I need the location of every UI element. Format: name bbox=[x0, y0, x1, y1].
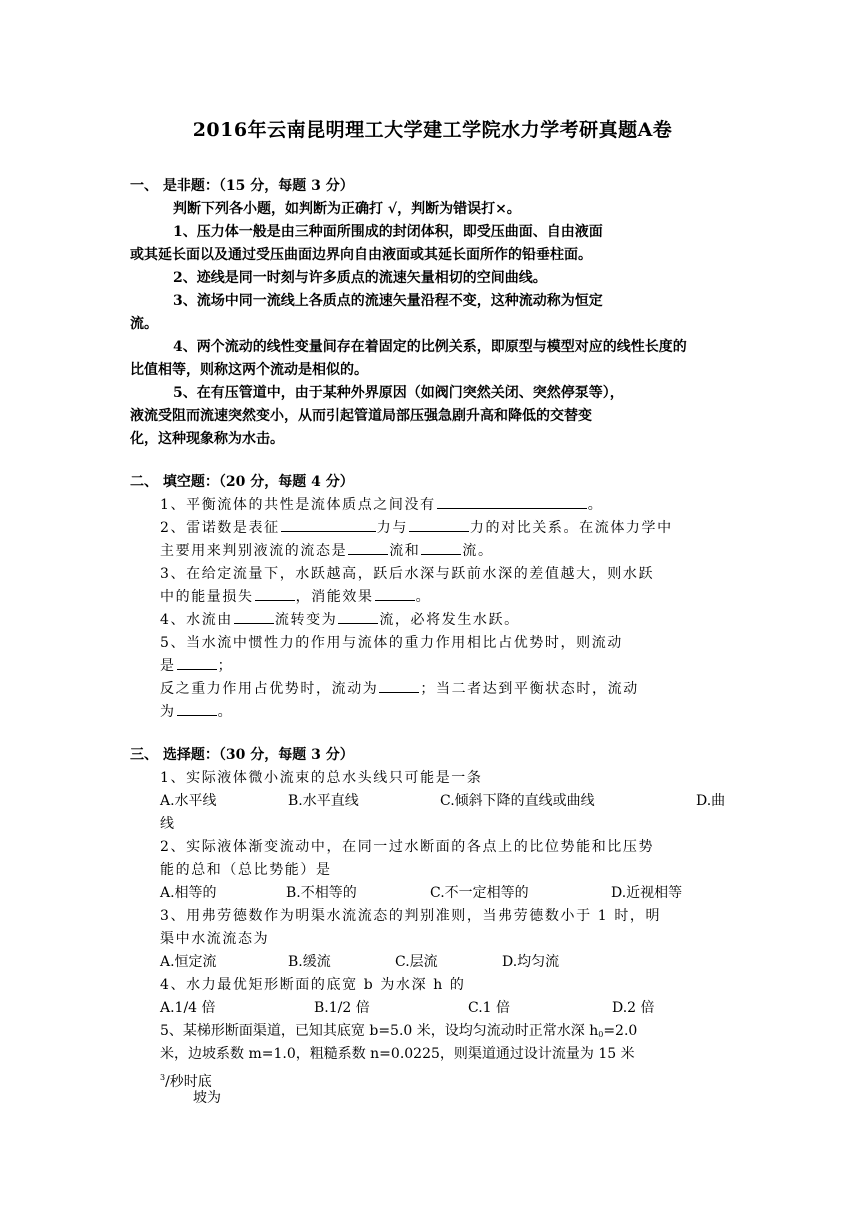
section3-q1-option-c: C.倾斜下降的直线或曲线 bbox=[440, 793, 595, 809]
section3-q2-line2: 能的总和（总比势能）是 bbox=[160, 862, 332, 878]
section2-q2-line1 bbox=[160, 517, 673, 540]
q2-text-b3: 流。 bbox=[462, 543, 494, 559]
section1-q3-line1: 3、流场中同一流线上各质点的流速矢量沿程不变，这种流动称为恒定 bbox=[173, 293, 603, 309]
answer-blank bbox=[379, 678, 419, 693]
q5-text-d1: 为 bbox=[160, 704, 176, 720]
q5-text-a2: =2.0 bbox=[603, 1023, 638, 1039]
q5-text-a1: 5、某梯形断面渠道，已知其底宽 b=5.0 米，设均匀流动时正常水深 h bbox=[160, 1023, 599, 1039]
q4-text-2: 流转变为 bbox=[274, 612, 338, 628]
answer-blank bbox=[409, 517, 469, 532]
section1-instruction: 判断下列各小题，如判断为正确打 √，判断为错误打×。 bbox=[173, 201, 521, 217]
answer-blank bbox=[338, 609, 378, 624]
section3-q1-option-d-cont: 线 bbox=[160, 816, 174, 832]
cubic-superscript: 3 bbox=[160, 1073, 166, 1082]
section3-q4-option-c: C.1 倍 bbox=[468, 1000, 511, 1016]
section2-q3-line1: 3、在给定流量下，水跃越高，跃后水深与跃前水深的差值越大，则水跃 bbox=[160, 566, 655, 582]
answer-blank bbox=[281, 517, 376, 532]
answer-blank bbox=[375, 586, 415, 601]
section3-q1-option-d: D.曲 bbox=[696, 793, 726, 809]
answer-blank bbox=[437, 494, 587, 509]
q5-text-d2: 。 bbox=[217, 704, 234, 720]
section3-q2-option-b: B.不相等的 bbox=[286, 885, 357, 901]
q5-text-b2: ； bbox=[217, 658, 234, 674]
q4-text-3: 流，必将发生水跃。 bbox=[379, 612, 520, 628]
section1-q1-line1: 1、压力体一般是由三种面所围成的封闭体积，即受压曲面、自由液面 bbox=[173, 224, 603, 240]
section3-q3-line1: 3、用弗劳德数作为明渠水流流态的判别准则，当弗劳德数小于 1 时，明 bbox=[160, 908, 662, 924]
q3-text-b2: ，消能效果 bbox=[295, 589, 374, 605]
answer-blank bbox=[348, 540, 388, 555]
section2-heading: 二、 填空题：（20 分，每题 4 分） bbox=[130, 474, 354, 490]
section2-q4 bbox=[160, 609, 520, 632]
section1-q5-line2: 液流受阻而流速突然变小，从而引起管道局部压强急剧升高和降低的交替变 bbox=[130, 408, 592, 424]
answer-blank bbox=[177, 701, 217, 716]
answer-blank bbox=[234, 609, 274, 624]
section3-q2-option-c: C.不一定相等的 bbox=[430, 885, 529, 901]
section3-q2-option-d: D.近视相等 bbox=[611, 885, 683, 901]
answer-blank bbox=[255, 586, 295, 601]
section1-q5-line1: 5、在有压管道中，由于某种外界原因（如阀门突然关闭、突然停泵等）， bbox=[173, 385, 624, 401]
section3-q3-line2: 渠中水流流态为 bbox=[160, 931, 270, 947]
section3-q3-option-c: C.层流 bbox=[395, 954, 438, 970]
section3-q4: 4、水力最优矩形断面的底宽 b 为水深 h 的 bbox=[160, 977, 466, 993]
section3-q1-option-b: B.水平直线 bbox=[288, 793, 359, 809]
section1-q4-line1: 4、两个流动的线性变量间存在着固定的比例关系，即原型与模型对应的线性长度的 bbox=[173, 339, 687, 355]
q5-text-c1: 反之重力作用占优势时，流动为 bbox=[160, 681, 379, 697]
answer-blank bbox=[421, 540, 461, 555]
q5-text-c2: ；当二者达到平衡状态时，流动 bbox=[420, 681, 639, 697]
q2-text-a3: 力的对比关系。在流体力学中 bbox=[469, 520, 673, 536]
section2-q5-line4 bbox=[160, 701, 233, 724]
q5-text-c: /秒时底 bbox=[165, 1074, 212, 1090]
q2-text-b1: 主要用来判别液流的流态是 bbox=[160, 543, 348, 559]
h0-subscript: 0 bbox=[598, 1030, 604, 1039]
section3-q5-line2: 米，边坡系数 m=1.0，粗糙系数 n=0.0225，则渠道通过设计流量为 15 米 bbox=[160, 1046, 635, 1062]
section3-q4-option-d: D.2 倍 bbox=[612, 1000, 655, 1016]
section1-q5-line3: 化，这种现象称为水击。 bbox=[130, 431, 284, 447]
section3-q2-line1: 2、实际液体渐变流动中，在同一过水断面的各点上的比位势能和比压势 bbox=[160, 839, 655, 855]
section2-q2-line2 bbox=[160, 540, 494, 563]
section3-q2-option-a: A.相等的 bbox=[160, 885, 217, 901]
section3-q3-option-a: A.恒定流 bbox=[160, 954, 217, 970]
section2-q3-line2 bbox=[160, 586, 431, 609]
section1-heading: 一、 是非题：（15 分，每题 3 分） bbox=[130, 178, 354, 194]
q1-end: 。 bbox=[587, 497, 604, 513]
answer-blank bbox=[177, 655, 217, 670]
section1-q1-line2: 或其延长面以及通过受压曲面边界向自由液面或其延长面所作的铅垂柱面。 bbox=[130, 247, 592, 263]
page-title: 2016年云南昆明理工大学建工学院水力学考研真题A卷 bbox=[192, 119, 673, 141]
section2-q5-line1: 5、当水流中惯性力的作用与流体的重力作用相比占优势时，则流动 bbox=[160, 635, 623, 651]
q3-text-b3: 。 bbox=[415, 589, 432, 605]
section3-q4-option-b: B.1/2 倍 bbox=[314, 1000, 370, 1016]
section2-q5-line3 bbox=[160, 678, 639, 701]
section3-heading: 三、 选择题：（30 分，每题 3 分） bbox=[130, 747, 354, 763]
q2-text-a2: 力与 bbox=[376, 520, 408, 536]
section3-q4-option-a: A.1/4 倍 bbox=[160, 1000, 216, 1016]
section1-q4-line2: 比值相等，则称这两个流动是相似的。 bbox=[130, 362, 368, 378]
section3-q1-option-a: A.水平线 bbox=[160, 793, 217, 809]
q2-text-b2: 流和 bbox=[389, 543, 421, 559]
section1-q2: 2、迹线是同一时刻与许多质点的流速矢量相切的空间曲线。 bbox=[173, 270, 547, 286]
q2-text-a1: 2、雷诺数是表征 bbox=[160, 520, 280, 536]
section1-q3-line2: 流。 bbox=[130, 316, 158, 332]
section3-q3-option-b: B.缓流 bbox=[288, 954, 331, 970]
q1-text: 1、平衡流体的共性是流体质点之间没有 bbox=[160, 497, 436, 513]
q3-text-b1: 中的能量损失 bbox=[160, 589, 254, 605]
section2-q1 bbox=[160, 494, 603, 517]
q5-text-b1: 是 bbox=[160, 658, 176, 674]
section3-q3-option-d: D.均匀流 bbox=[502, 954, 560, 970]
section3-q1: 1、实际液体微小流束的总水头线只可能是一条 bbox=[160, 770, 483, 786]
q4-text-1: 4、水流由 bbox=[160, 612, 233, 628]
section2-q5-line2 bbox=[160, 655, 233, 678]
section3-q5-line4: 坡为 bbox=[193, 1090, 221, 1106]
